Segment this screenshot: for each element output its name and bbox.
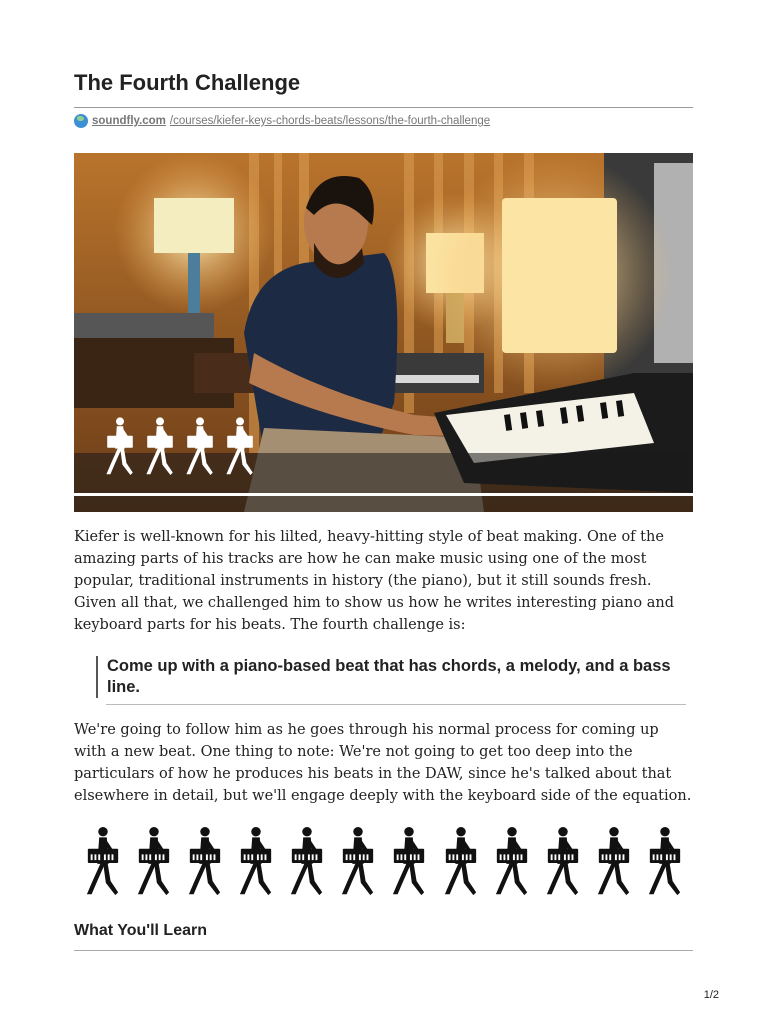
section-divider: [74, 950, 693, 951]
walker-divider: [84, 826, 684, 898]
source-domain[interactable]: soundfly.com: [92, 115, 166, 127]
intro-paragraph: Kiefer is well-known for his lilted, heavy-hitting style of beat making. One of the amazing parts of his tracks are how he can make music using one of the most popular, traditional instruments in history (the piano), but it still sounds fresh. Given all that, we challenged him to show us how he writes interesting piano and keyboard parts for his beats. The fourth challenge is:: [74, 529, 674, 633]
quote-divider: [106, 704, 686, 705]
page-number: 1/2: [703, 989, 719, 1001]
hero-image: [74, 153, 693, 512]
title-divider: [74, 107, 693, 108]
globe-icon: [74, 114, 88, 128]
walker-icon: [595, 826, 633, 898]
challenge-quote: [96, 656, 697, 698]
walker-icon: [493, 826, 531, 898]
walker-icon: [237, 826, 275, 898]
walker-icon: [135, 826, 173, 898]
walker-icon: [646, 826, 684, 898]
walker-icon: [288, 826, 326, 898]
source-link[interactable]: [74, 114, 490, 128]
walker-icon: [390, 826, 428, 898]
walker-icon: [339, 826, 377, 898]
quote-text: Come up with a piano-based beat that has chords, a melody, and a bass line.: [107, 657, 671, 696]
walker-icon: [84, 826, 122, 898]
page-title: The Fourth Challenge: [74, 70, 301, 95]
section-heading: What You'll Learn: [74, 922, 207, 939]
source-path[interactable]: /courses/kiefer-keys-chords-beats/lessons/the-fourth-challenge: [169, 115, 491, 127]
process-paragraph: We're going to follow him as he goes through his normal process for coming up with a new beat. One thing to note: We're not going to get too deep into the particulars of how he produces his beats in the DAW, since he's talked about that elsewhere in detail, but we'll engage deeply with the keyboard side of the equation.: [74, 722, 692, 804]
walker-icon: [186, 826, 224, 898]
walker-icon: [544, 826, 582, 898]
walker-icon: [442, 826, 480, 898]
